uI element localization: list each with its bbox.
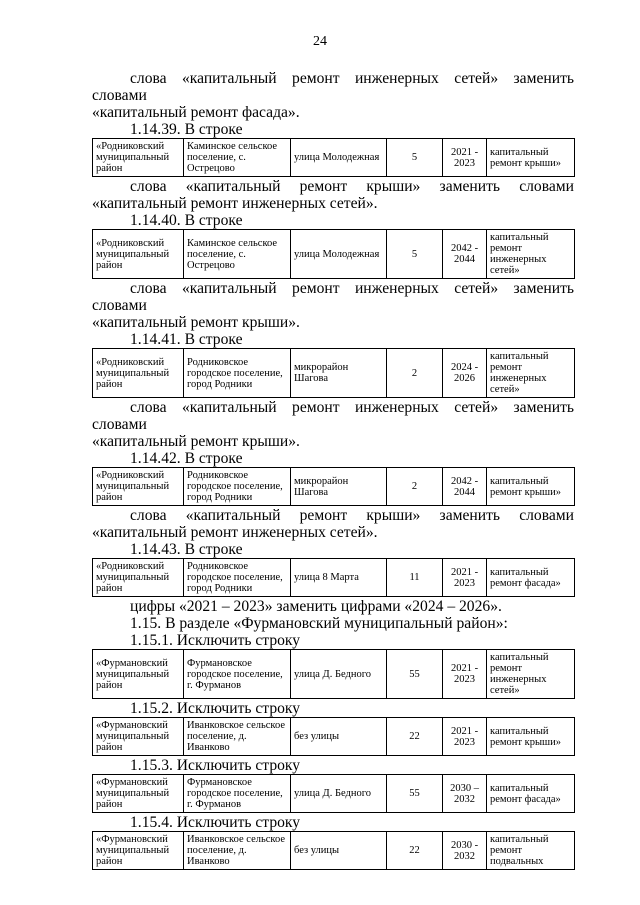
paragraph: слова «капитальный ремонт инженерных сетей» заменить словами [92,280,574,314]
cell-street: улица Д. Бедного [291,650,387,699]
cell-years: 2042 - 2044 [443,468,487,506]
cell-district: «Фурмановский муниципальный район [93,650,184,699]
cell-work-type: капитальный ремонт крыши» [487,718,575,756]
cell-street: микрорайон Шагова [291,468,387,506]
paragraph-continuation: «капитальный ремонт крыши». [92,314,300,331]
cell-settlement: Иванковское сельское поселение, д. Иванково [184,718,291,756]
cell-years: 2042 - 2044 [443,230,487,279]
paragraph-continuation: «капитальный ремонт крыши». [92,433,300,450]
item-heading: 1.14.39. В строке [130,121,243,138]
table-row [92,348,575,398]
cell-work-type: капитальный ремонт инженерных сетей» [487,349,575,398]
cell-years: 2030 – 2032 [443,775,487,813]
paragraph: слова «капитальный ремонт инженерных сетей» заменить словами [92,399,574,433]
paragraph-continuation: «капитальный ремонт инженерных сетей». [92,195,378,212]
cell-street: микрорайон Шагова [291,349,387,398]
cell-house: 5 [387,139,443,177]
table-row [92,649,575,699]
paragraph: слова «капитальный ремонт крыши» заменить словами [130,178,574,195]
cell-settlement: Фурмановское городское поселение, г. Фурманов [184,775,291,813]
cell-street: без улицы [291,718,387,756]
cell-street: улица Д. Бедного [291,775,387,813]
cell-house: 2 [387,468,443,506]
table-row [92,229,575,279]
cell-settlement: Родниковское городское поселение, город Родники [184,559,291,597]
cell-district: «Родниковский муниципальный район [93,230,184,279]
paragraph: цифры «2021 – 2023» заменить цифрами «2024 – 2026». [130,598,502,615]
table-row [92,831,575,870]
item-heading: 1.14.43. В строке [130,541,243,558]
cell-years: 2021 - 2023 [443,718,487,756]
cell-years: 2024 - 2026 [443,349,487,398]
cell-work-type: капитальный ремонт фасада» [487,559,575,597]
paragraph-continuation: «капитальный ремонт фасада». [92,104,300,121]
paragraph: слова «капитальный ремонт инженерных сетей» заменить словами [92,70,574,104]
cell-district: «Фурмановский муниципальный район [93,775,184,813]
cell-work-type: капитальный ремонт крыши» [487,468,575,506]
item-heading: 1.14.41. В строке [130,331,243,348]
cell-years: 2021 - 2023 [443,650,487,699]
item-heading: 1.14.40. В строке [130,212,243,229]
cell-settlement: Иванковское сельское поселение, д. Иванково [184,832,291,870]
cell-district: «Фурмановский муниципальный район [93,718,184,756]
table-row [92,717,575,756]
cell-work-type: капитальный ремонт инженерных сетей» [487,650,575,699]
paragraph: слова «капитальный ремонт крыши» заменить словами [130,507,574,524]
item-heading: 1.14.42. В строке [130,450,243,467]
cell-work-type: капитальный ремонт фасада» [487,775,575,813]
cell-house: 55 [387,650,443,699]
cell-district: «Родниковский муниципальный район [93,559,184,597]
cell-street: улица 8 Марта [291,559,387,597]
document-body [92,70,574,871]
cell-house: 5 [387,230,443,279]
cell-street: без улицы [291,832,387,870]
table-row [92,467,575,506]
cell-settlement: Каминское сельское поселение, с. Острецово [184,230,291,279]
cell-district: «Родниковский муниципальный район [93,468,184,506]
table-row [92,138,575,177]
table-row [92,774,575,813]
cell-street: улица Молодежная [291,139,387,177]
item-heading: 1.15.4. Исключить строку [130,814,301,831]
page-number: 24 [313,34,327,49]
paragraph-continuation: «капитальный ремонт инженерных сетей». [92,524,378,541]
cell-work-type: капитальный ремонт инженерных сетей» [487,230,575,279]
cell-years: 2030 - 2032 [443,832,487,870]
cell-street: улица Молодежная [291,230,387,279]
cell-settlement: Фурмановское городское поселение, г. Фурманов [184,650,291,699]
item-heading: 1.15.2. Исключить строку [130,700,301,717]
cell-house: 2 [387,349,443,398]
cell-district: «Родниковский муниципальный район [93,139,184,177]
section-heading: 1.15. В разделе «Фурмановский муниципальный район»: [130,615,508,632]
cell-settlement: Каминское сельское поселение, с. Острецово [184,139,291,177]
cell-years: 2021 - 2023 [443,139,487,177]
cell-years: 2021 - 2023 [443,559,487,597]
cell-work-type: капитальный ремонт подвальных [487,832,575,870]
table-row [92,558,575,597]
item-heading: 1.15.1. Исключить строку [130,632,301,649]
cell-house: 22 [387,718,443,756]
cell-work-type: капитальный ремонт крыши» [487,139,575,177]
cell-house: 55 [387,775,443,813]
cell-house: 11 [387,559,443,597]
item-heading: 1.15.3. Исключить строку [130,757,301,774]
cell-district: «Родниковский муниципальный район [93,349,184,398]
cell-district: «Фурмановский муниципальный район [93,832,184,870]
cell-settlement: Родниковское городское поселение, город Родники [184,349,291,398]
cell-settlement: Родниковское городское поселение, город Родники [184,468,291,506]
cell-house: 22 [387,832,443,870]
